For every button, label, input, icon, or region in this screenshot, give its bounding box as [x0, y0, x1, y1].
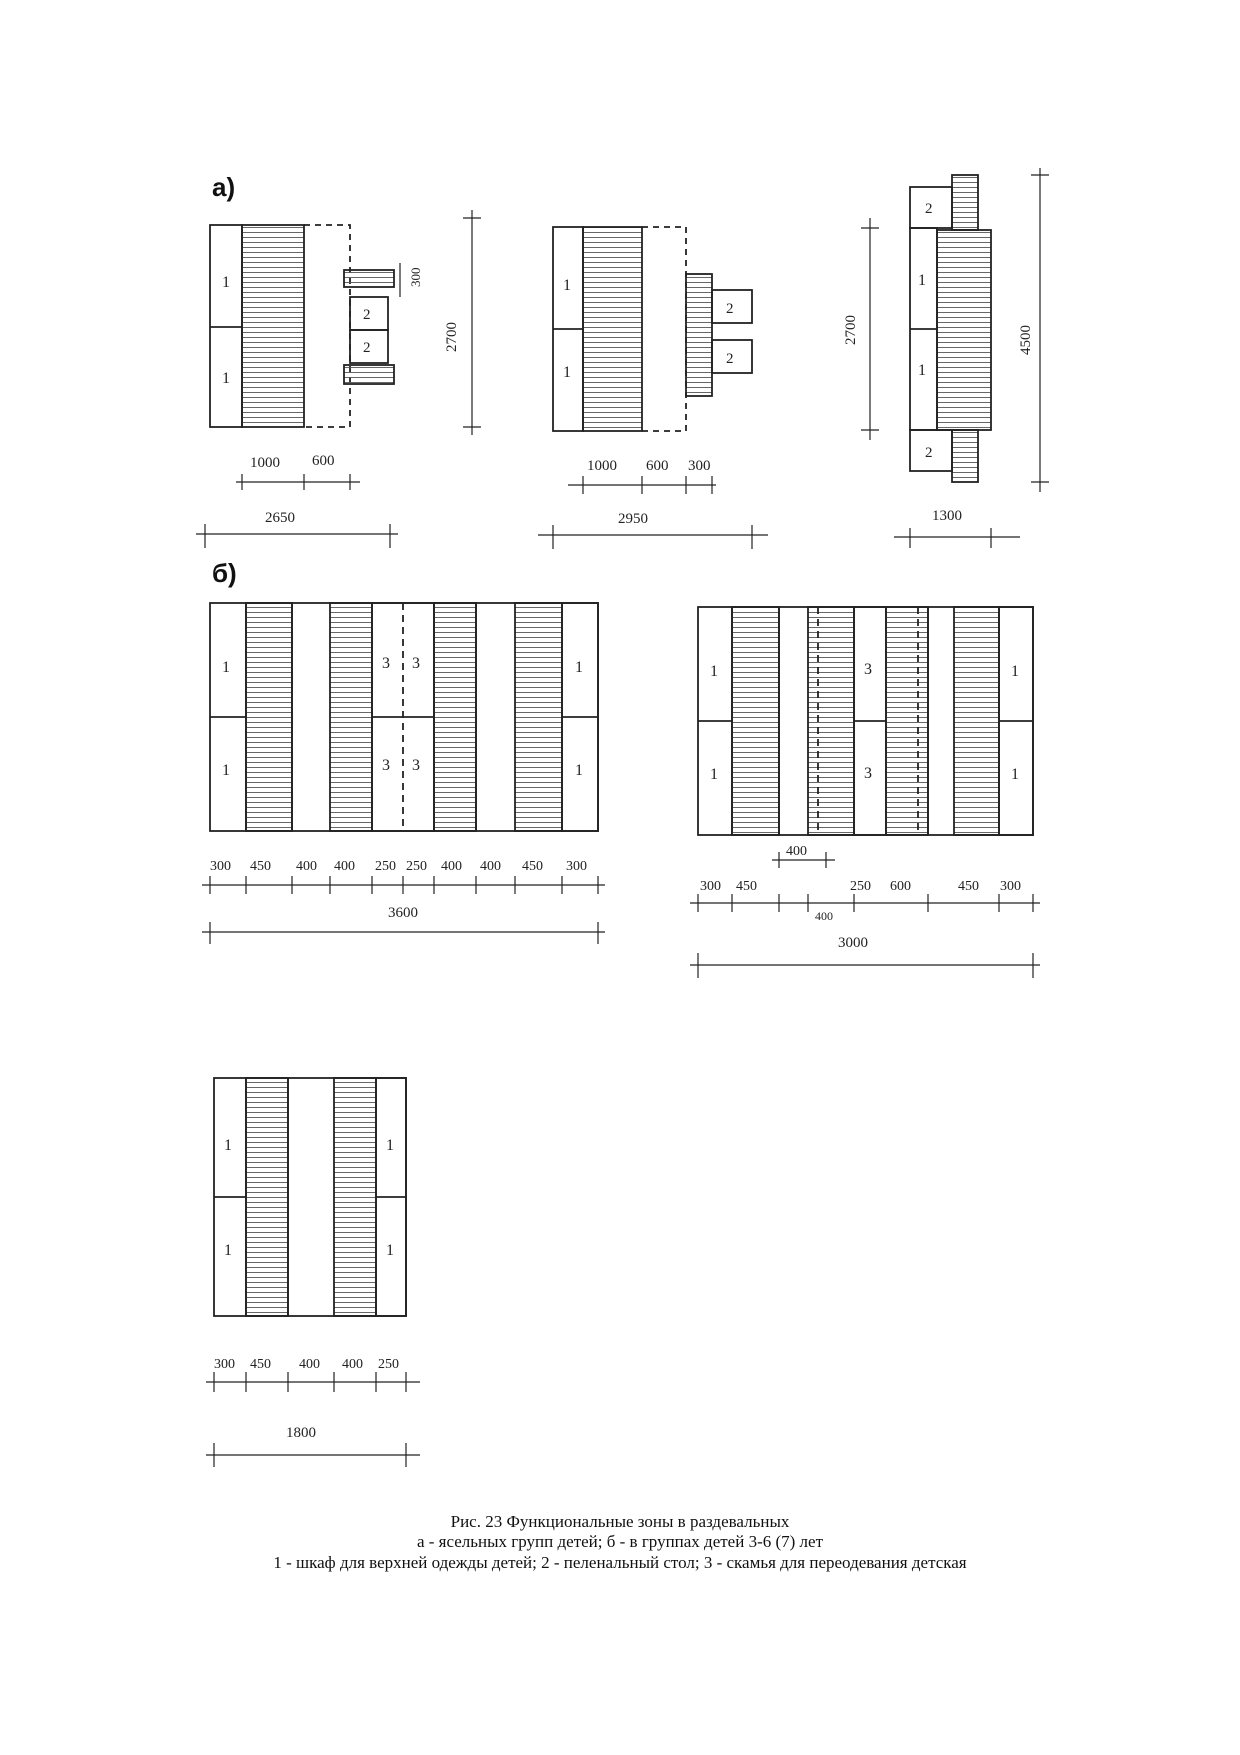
bench-label: 3 — [382, 655, 390, 672]
wardrobe-label: 1 — [224, 1137, 232, 1154]
dim-300: 300 — [210, 859, 231, 874]
dim-250: 250 — [850, 879, 871, 894]
changing-table-label: 2 — [363, 340, 371, 356]
bench-label: 3 — [412, 757, 420, 774]
hatched-zone — [937, 230, 991, 430]
hatched-zone — [334, 1078, 376, 1316]
hatched-zone — [952, 175, 978, 230]
hatched-zone — [686, 274, 712, 396]
wardrobe-label: 1 — [386, 1137, 394, 1154]
dim-2700: 2700 — [843, 315, 859, 345]
wardrobe-label: 1 — [222, 274, 230, 291]
dim-3600: 3600 — [388, 905, 418, 921]
dim-250: 250 — [406, 859, 427, 874]
dim-300: 300 — [408, 267, 423, 287]
wardrobe-label: 1 — [710, 766, 718, 783]
changing-table-label: 2 — [726, 301, 734, 317]
hatched-zone — [808, 607, 854, 835]
hatched-zone — [330, 603, 372, 831]
dim-2950: 2950 — [618, 511, 648, 527]
wardrobe-label: 1 — [222, 659, 230, 676]
wardrobe-label: 1 — [918, 362, 926, 379]
wardrobe-label: 1 — [224, 1242, 232, 1259]
dim-400: 400 — [441, 859, 462, 874]
wardrobe-label: 1 — [1011, 663, 1019, 680]
dim-600: 600 — [646, 458, 669, 474]
plan-a2 — [538, 227, 768, 549]
hatched-zone — [344, 365, 394, 384]
wardrobe-label: 1 — [918, 272, 926, 289]
hatched-zone — [954, 607, 999, 835]
wardrobe-label: 1 — [563, 364, 571, 381]
changing-table-label: 2 — [925, 201, 933, 217]
changing-table-label: 2 — [363, 307, 371, 323]
dim-450: 450 — [958, 879, 979, 894]
dim-450: 450 — [250, 859, 271, 874]
dim-600: 600 — [312, 453, 335, 469]
figure-caption-legend: 1 - шкаф для верхней одежды детей; 2 - пеленальный стол; 3 - скамья для переодевания детская — [273, 1553, 967, 1572]
dim-400: 400 — [342, 1357, 363, 1372]
figure-caption-title: Рис. 23 Функциональные зоны в раздевальных — [450, 1512, 790, 1531]
dim-400: 400 — [299, 1357, 320, 1372]
dim-400: 400 — [334, 859, 355, 874]
hatched-zone — [246, 603, 292, 831]
hatched-zone — [344, 270, 394, 287]
dim-2650: 2650 — [265, 510, 295, 526]
dim-250: 250 — [378, 1357, 399, 1372]
dim-300: 300 — [214, 1357, 235, 1372]
dim-450: 450 — [250, 1357, 271, 1372]
figure-caption-subtitle: а - ясельных групп детей; б - в группах детей 3-6 (7) лет — [416, 1532, 824, 1551]
section-b-label: б) — [212, 558, 237, 588]
dim-400: 400 — [786, 844, 807, 859]
wardrobe-label: 1 — [222, 370, 230, 387]
hatched-zone — [952, 430, 978, 482]
wardrobe-label: 1 — [1011, 766, 1019, 783]
dim-450: 450 — [736, 879, 757, 894]
hatched-zone — [886, 607, 928, 835]
plan-b1 — [202, 603, 605, 944]
wardrobe-label: 1 — [386, 1242, 394, 1259]
bench-label: 3 — [864, 661, 872, 678]
dim-600: 600 — [890, 879, 911, 894]
dim-3000: 3000 — [838, 935, 868, 951]
changing-table-label: 2 — [726, 351, 734, 367]
dim-1000: 1000 — [587, 458, 617, 474]
wardrobe-label: 1 — [563, 277, 571, 294]
wardrobe-label: 1 — [710, 663, 718, 680]
bench-label: 3 — [864, 765, 872, 782]
dim-300: 300 — [566, 859, 587, 874]
dim-400: 400 — [480, 859, 501, 874]
dim-1800: 1800 — [286, 1425, 316, 1441]
dim-300: 300 — [1000, 879, 1021, 894]
dim-300: 300 — [700, 879, 721, 894]
wardrobe — [210, 225, 242, 427]
wardrobe-label: 1 — [575, 659, 583, 676]
dim-300: 300 — [688, 458, 711, 474]
bench-label: 3 — [382, 757, 390, 774]
section-a-label: а) — [212, 172, 236, 202]
dim-1000: 1000 — [250, 455, 280, 471]
hatched-zone — [246, 1078, 288, 1316]
bench-label: 3 — [412, 655, 420, 672]
dim-2700: 2700 — [444, 322, 460, 352]
dim-400: 400 — [296, 859, 317, 874]
changing-table-label: 2 — [925, 445, 933, 461]
plan-b2 — [690, 607, 1040, 978]
hatched-zone — [242, 225, 304, 427]
plan-a3 — [843, 168, 1049, 548]
plan-b3 — [206, 1078, 420, 1467]
dim-450: 450 — [522, 859, 543, 874]
hatched-zone — [583, 227, 642, 431]
dim-4500: 4500 — [1018, 325, 1034, 355]
plan-a1 — [196, 210, 481, 548]
hatched-zone — [515, 603, 562, 831]
dim-250: 250 — [375, 859, 396, 874]
dim-400: 400 — [815, 909, 833, 923]
dim-1300: 1300 — [932, 508, 962, 524]
wardrobe-label: 1 — [222, 762, 230, 779]
hatched-zone — [732, 607, 779, 835]
hatched-zone — [434, 603, 476, 831]
wardrobe-label: 1 — [575, 762, 583, 779]
